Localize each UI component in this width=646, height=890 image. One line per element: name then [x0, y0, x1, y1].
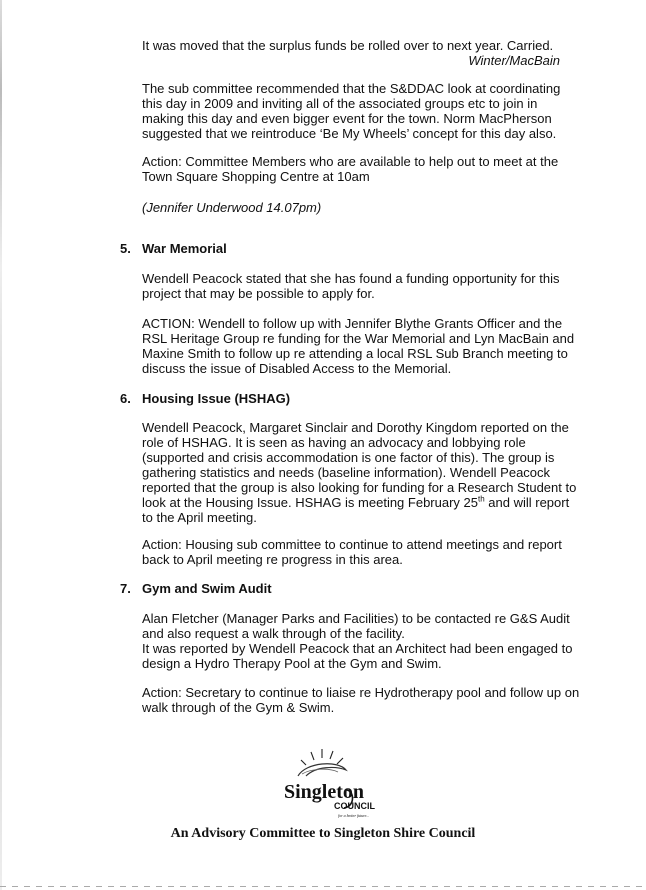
- section-number: 7.: [120, 581, 131, 596]
- housing-action-paragraph: Action: Housing sub committee to continue to attend meetings and report back to April meeting re progress in this area.: [142, 537, 562, 567]
- singleton-council-logo: [276, 746, 386, 822]
- logo-council: COUNCIL: [334, 801, 375, 811]
- war-memorial-paragraph: Wendell Peacock stated that she has found a funding opportunity for this project that may be possible to apply for.: [142, 271, 560, 301]
- sun-rays-icon: [301, 749, 343, 765]
- section-heading-war-memorial: [120, 241, 227, 256]
- hydro-pool-paragraph: It was reported by Wendell Peacock that an Architect had been engaged to design a Hydro Therapy Pool at the Gym and Swim.: [142, 641, 573, 671]
- section-title: Gym and Swim Audit: [142, 581, 272, 596]
- gym-action-paragraph: Action: Secretary to continue to liaise re Hydrotherapy pool and follow up on walk through of the Gym & Swim.: [142, 685, 580, 715]
- housing-paragraph-text: Wendell Peacock, Margaret Sinclair and Dorothy Kingdom reported on the role of HSHAG. It is seen as having an advocacy and lobbying role (supported and crisis accommodation is one factor of this). The group is gathering statistics and needs (baseline information). Wendell Peacock reported that the group is also looking for funding for a Research Student to look at the Housing Issue. HSHAG is meeting February 25: [142, 420, 577, 510]
- section-heading-housing-issue: [120, 391, 290, 406]
- housing-paragraph: [142, 420, 582, 525]
- logo-tagline: for a better future...: [338, 813, 370, 818]
- housing-paragraph-text-end: and will report to the April meeting.: [142, 495, 570, 525]
- recommendation-paragraph: The sub committee recommended that the S&DDAC look at coordinating this day in 2009 and inviting all of the associated groups etc to join in making this day and even bigger event for the town. Norm MacPherson suggested that we reintroduce ‘Be My Wheels’ concept for this day also.: [142, 81, 561, 141]
- section-heading-gym-swim-audit: [120, 581, 272, 596]
- scan-edge-left: [0, 0, 2, 890]
- section-title: War Memorial: [142, 241, 227, 256]
- section-number: 5.: [120, 241, 131, 256]
- movers-text: Winter/MacBain: [468, 53, 560, 68]
- scan-edge-bottom: [0, 886, 646, 887]
- section-title: Housing Issue (HSHAG): [142, 391, 291, 406]
- motion-text: It was moved that the surplus funds be rolled over to next year. Carried.: [142, 38, 554, 53]
- war-memorial-action-paragraph: ACTION: Wendell to follow up with Jennifer Blythe Grants Officer and the RSL Heritage Group re funding for the War Memorial and Lyn MacBain and Maxine Smith to follow up re attending a local RSL Sub Branch meeting to discuss the issue of Disabled Access to the Memorial.: [142, 316, 575, 376]
- ordinal-suffix: th: [478, 494, 485, 504]
- gym-audit-paragraph: Alan Fletcher (Manager Parks and Facilities) to be contacted re G&S Audit and also request a walk through of the facility.: [142, 611, 570, 641]
- swirl-icon: [298, 764, 346, 776]
- logo-name: Singleton: [284, 781, 365, 803]
- footer-line: An Advisory Committee to Singleton Shire Council: [170, 826, 476, 841]
- section-number: 6.: [120, 391, 131, 406]
- committee-action-paragraph: Action: Committee Members who are available to help out to meet at the Town Square Shopping Centre at 10am: [142, 154, 559, 184]
- departure-note: (Jennifer Underwood 14.07pm): [142, 200, 322, 215]
